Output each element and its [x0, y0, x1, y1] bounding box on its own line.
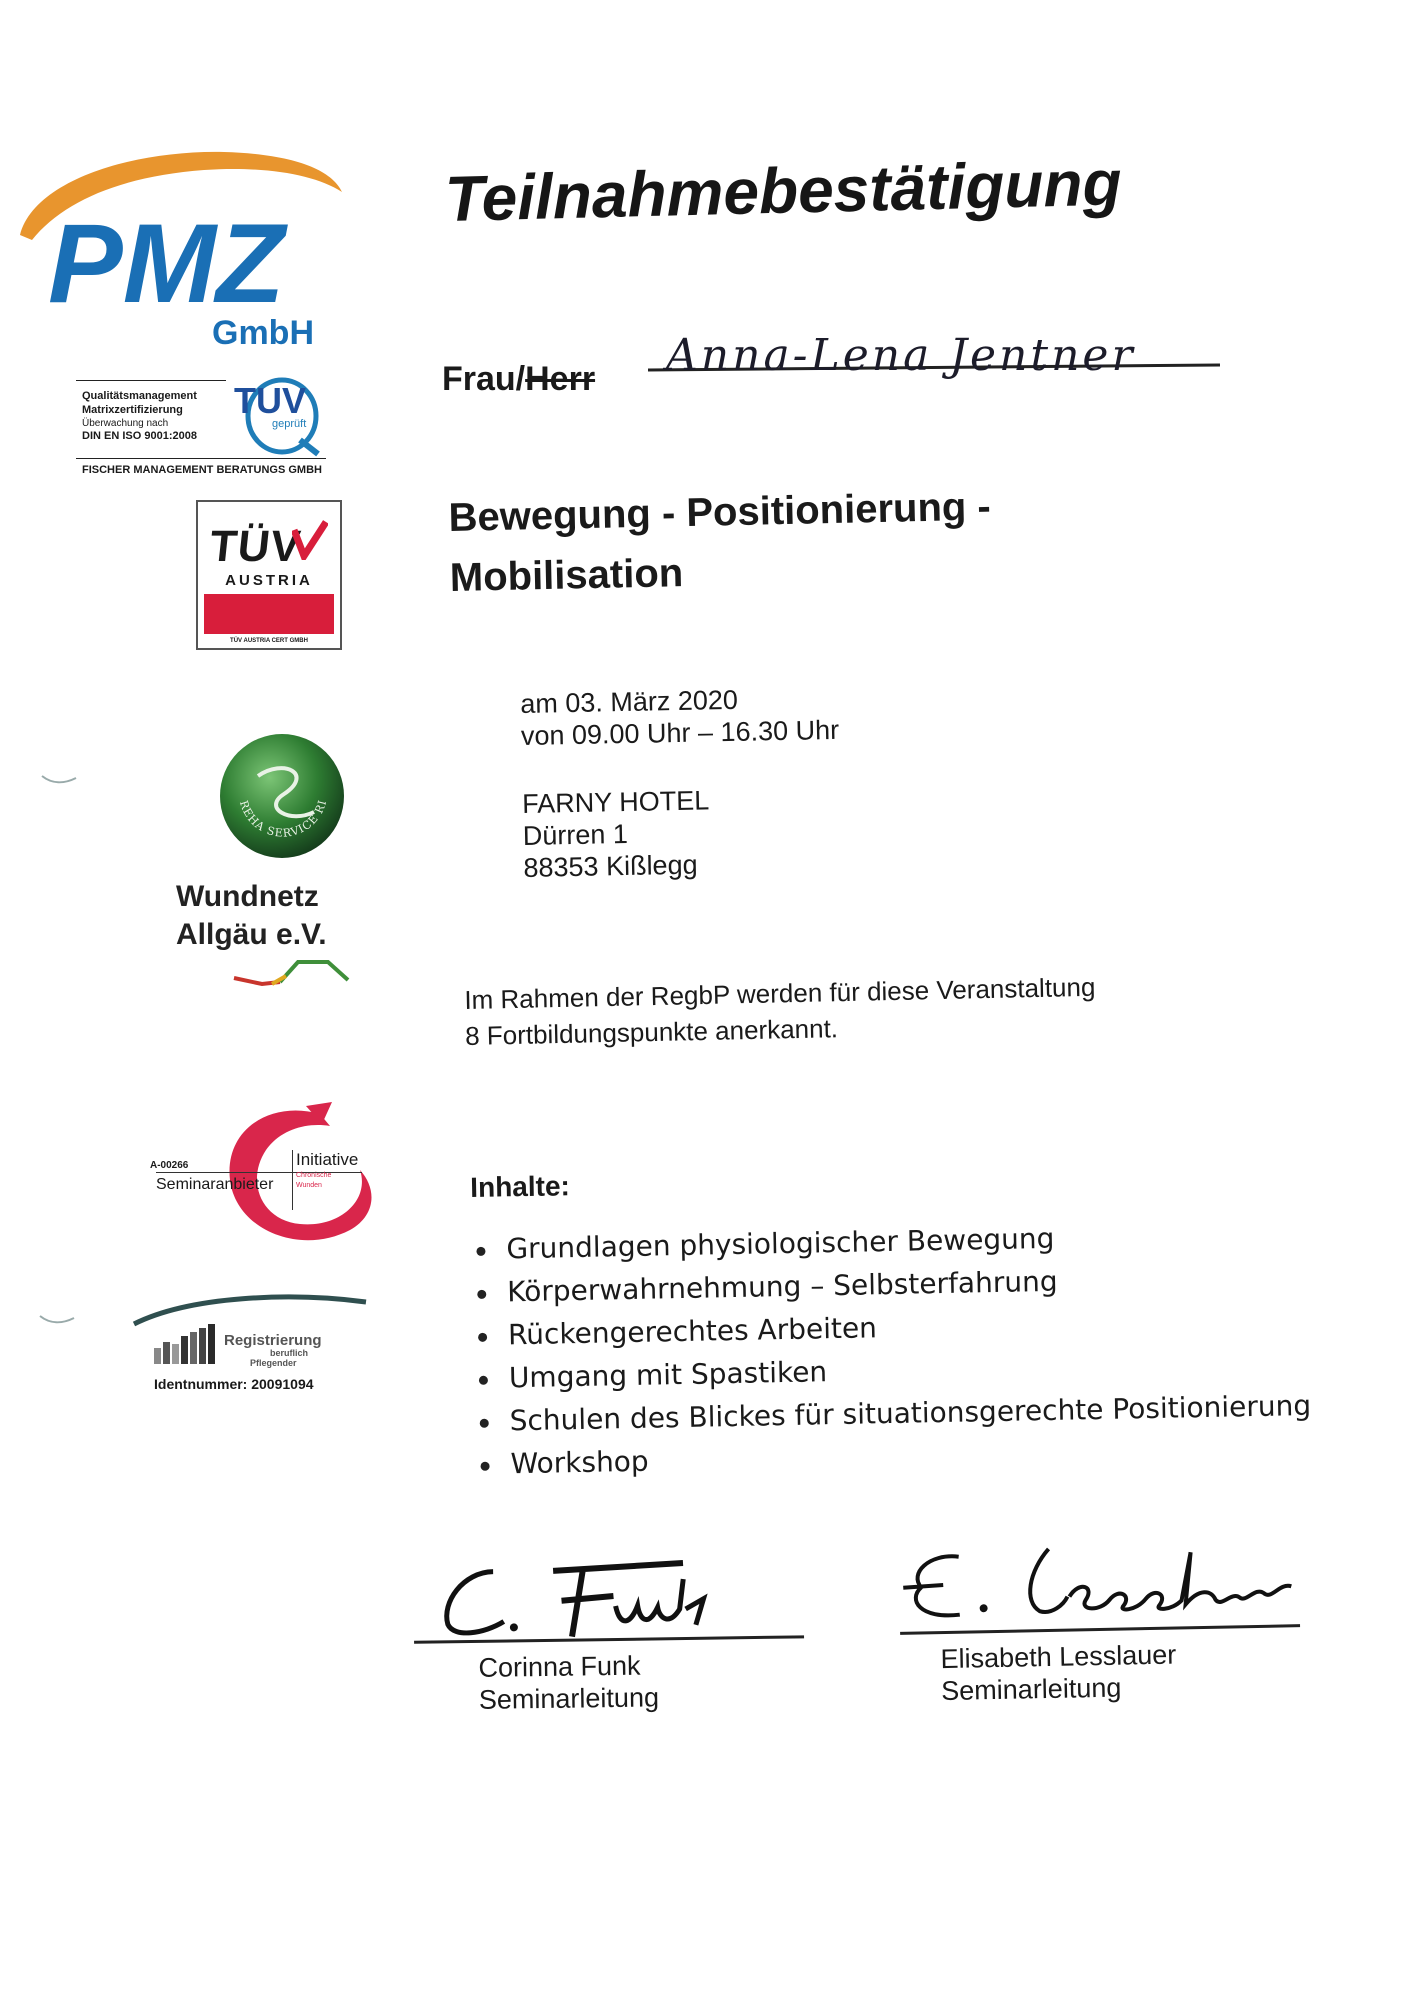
tuv-austria-brand: TÜV	[207, 522, 304, 571]
initiative-sub2: Wunden	[296, 1182, 322, 1189]
signature-block-funk	[413, 1547, 815, 1723]
list-item: Workshop	[476, 1427, 1317, 1486]
wundnetz-line2: Allgäu e.V.	[176, 918, 327, 951]
tuv-cert-line1: Qualitätsmanagement	[82, 390, 197, 402]
contents-heading: Inhalte:	[470, 1170, 571, 1203]
points-note	[464, 966, 1225, 1054]
page-title: Teilnahmebestätigung	[444, 146, 1123, 235]
tuv-cert-mark-sub: geprüft	[272, 418, 307, 430]
tuv-cert-line4: DIN EN ISO 9001:2008	[82, 430, 197, 442]
scan-mark-1	[40, 770, 80, 790]
list-item: Körperwahrnehmung – Selbsterfahrung	[473, 1255, 1314, 1314]
tuv-austria-logo	[196, 500, 342, 650]
pmz-suffix: GmbH	[212, 314, 314, 350]
tuv-cert-line2: Matrixzertifizierung	[82, 404, 183, 416]
registrierung-logo	[130, 1290, 370, 1400]
list-item: Schulen des Blickes für situationsgerechte Positionierung	[475, 1384, 1316, 1443]
participant-name-handwritten: Anna-Lena Jentner	[666, 330, 1136, 381]
initiative-label: Seminaranbieter	[156, 1176, 274, 1193]
event-date: am 03. März 2020	[520, 684, 739, 719]
course-title	[448, 473, 1150, 608]
signature-block-lesslauer	[898, 1536, 1301, 1714]
tuv-austria-red-band	[204, 594, 334, 634]
initiative-title: Initiative	[296, 1150, 359, 1169]
course-title-line1: Bewegung - Positionierung -	[448, 484, 992, 540]
signatory-name	[478, 1649, 659, 1716]
wundnetz-wave-icon	[232, 954, 352, 994]
tuv-cert-company: FISCHER MANAGEMENT BERATUNGS GMBH	[82, 464, 322, 476]
reha-ring-text: REHA SERVICE RI	[236, 798, 330, 840]
scan-mark-2	[38, 1310, 78, 1330]
event-details	[520, 678, 1024, 884]
initiative-chronische-wunden-logo	[150, 1100, 380, 1260]
tuv-cert-mark: TUV	[234, 380, 306, 421]
initiative-sub1: Chronische	[296, 1172, 332, 1179]
course-title-line2: Mobilisation	[449, 551, 684, 600]
wundnetz-line1: Wundnetz	[176, 880, 319, 913]
reha-service-ring-logo	[214, 728, 350, 864]
signatory-role: Seminarleitung	[940, 1672, 1122, 1707]
signatory-name	[940, 1639, 1177, 1708]
pmz-logo	[14, 140, 354, 350]
tuv-certification-logo	[76, 360, 336, 478]
participant-label-prefix: Frau/	[442, 360, 526, 398]
participant-field	[442, 330, 1222, 420]
signatory-name-text: Elisabeth Lesslauer	[940, 1639, 1177, 1675]
list-item: Grundlagen physiologischer Bewegung	[472, 1212, 1313, 1271]
registrierung-bars-icon	[154, 1324, 222, 1364]
tuv-cert-line3: Überwachung nach	[82, 418, 169, 429]
signatory-name-text: Corinna Funk	[478, 1650, 641, 1683]
initiative-code: A-00266	[150, 1160, 189, 1171]
event-street: Dürren 1	[522, 818, 629, 851]
participant-label-struck: Herr	[525, 360, 596, 398]
event-venue: FARNY HOTEL	[521, 785, 710, 819]
signatory-role: Seminarleitung	[478, 1682, 660, 1715]
points-note-line2: 8 Fortbildungspunkte anerkannt.	[464, 1013, 839, 1051]
contents-list	[472, 1212, 1317, 1486]
pmz-logo-graphic	[14, 140, 354, 350]
tuv-austria-check-icon	[292, 520, 328, 560]
event-time: von 09.00 Uhr – 16.30 Uhr	[520, 714, 840, 751]
pmz-letters: PMZ	[48, 201, 285, 326]
wundnetz-logo	[176, 878, 366, 998]
points-note-line1: Im Rahmen der RegbP werden für diese Veranstaltung	[464, 971, 1096, 1015]
registrierung-sub1: beruflich	[270, 1348, 309, 1358]
participant-label	[442, 360, 595, 399]
registrierung-id: Identnummer: 20091094	[154, 1376, 314, 1392]
registrierung-sub2: Pflegender	[250, 1358, 297, 1368]
registrierung-title: Registrierung	[224, 1332, 322, 1349]
tuv-austria-country: AUSTRIA	[225, 572, 313, 589]
signature-funk-graphic	[433, 1548, 734, 1642]
list-item: Rückengerechtes Arbeiten	[474, 1298, 1315, 1357]
signature-lesslauer-graphic	[898, 1536, 1300, 1634]
list-item: Umgang mit Spastiken	[474, 1341, 1315, 1400]
event-city: 88353 Kißlegg	[523, 849, 698, 883]
tuv-austria-footer: TÜV AUSTRIA CERT GMBH	[230, 638, 308, 644]
